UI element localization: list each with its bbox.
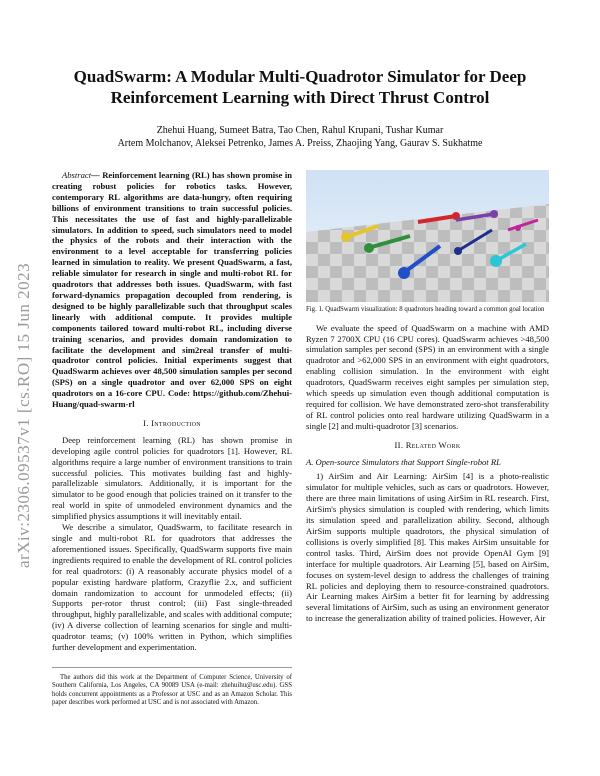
footnote — [52, 667, 292, 708]
section-1-heading: I. Introduction — [143, 417, 201, 428]
svg-text:arXiv:2306.09537v1 [cs.RO] 1: arXiv:2306.09537v1 [cs.RO] 15 Jun 2023 — [14, 262, 33, 568]
intro-paragraph-1: Deep reinforcement learning (RL) has shown promise in developing agile control policies for quadrotors [1]. However, RL algorithms require a large number of environment transitions to train successful policies. This motivates building fast and highly-parallelizable simulators. Additionally, it is important for the simulator to be good enough that policies trained on it transfer to the real world in spite of unmodeled environment dynamics and the simplified physics assumptions it will inevitably entail. — [52, 434, 292, 522]
author-line-2: Artem Molchanov, Aleksei Petrenko, James A. Preiss, Zhaojing Yang, Gaurav S. Sukhatme — [117, 138, 483, 149]
figure-1-quadswarm-render — [306, 170, 549, 302]
author-list — [60, 124, 540, 150]
footnote-text: The authors did this work at the Department of Computer Science, University of Southern California, Los Angeles, CA 90089 USA (e-mail: zhehuihu@usc.edu). GSS holds concurrent appointments as a Professor at USC and as an Amazon Scholar. This paper describes work performed at USC and is not associated with Amazon. — [52, 673, 292, 707]
simulation-scene — [306, 170, 549, 302]
abstract-label: Abstract — [62, 170, 92, 180]
abstract — [52, 170, 292, 410]
abstract-text: — Reinforcement learning (RL) has shown promise in creating robust policies for robotics tasks. However, contemporary RL algorithms are data-hungry, often requiring billions of environment transitions to train successful policies. This necessitates the use of fast and highly-parallelizable simulators. In addition to speed, such simulators need to model the physics of the robots and their interaction with the environment to a level acceptable for transferring policies learned in simulation to reality. We present QuadSwarm, a fast, reliable simulator for research in single and multi-robot RL for quadrotors that addresses both issues. QuadSwarm, with fast forward-dynamics propagation decoupled from rendering, is designed to be highly parallelizable such that throughput scales linearly with additional compute. It provides multiple components tailored toward multi-robot RL, including diverse training scenarios, and provides domain randomization to facilitate the development and sim2real transfer of multi-quadrotor control policies. Initial experiments suggest that QuadSwarm achieves over 48,500 simulation samples per second (SPS) on a single quadrotor and over 62,000 SPS on eight quadrotors on a 16-core CPU. Code: https://github.com/Zhehui-Huang/quad-swarm-rl — [52, 170, 292, 410]
related-work-paragraph-1: 1) AirSim and Air Learning: AirSim [4] is a photo-realistic simulator for multiple vehicles, such as cars or quadrotors. However, there are three main limitations of using AirSim in RL research. First, AirSim's physics simulation is coupled with rendering, which limits its simulation speed and parallelization ability. Second, although AirSim supports multiple quadrotors, the physical simulation of collisions is overly simplified [8]. This makes AirSim unsuitable for control tasks. Third, AirSim does not provide OpenAI Gym [9] interface for multiple quadrotors. Air Learning [5], based on AirSim, focuses on system-level design to address the challenges of training RL policies and deploying them to resource-constrained quadrotors. Air Learning makes AirSim a better fit for learning by addressing several limitations of AirSim, such as using an environment generator to increase the generalization ability of trained policies. However, Air — [306, 471, 549, 624]
intro-paragraph-2: We describe a simulator, QuadSwarm, to facilitate research in single and multi-robot RL for quadrotors that addresses the aforementioned issues. Specifically, QuadSwarm supports five main ingredients required to enable the development of RL control policies for real quadrotors: (i) A reasonably accurate physics model of a popular existing hardware platform, Crazyflie 2.x, and sufficient domain randomization to account for unmodeled effects; (ii) Supports per-rotor thrust control; (iii) Fast single-threaded throughput, highly parallelizable, and scales with additional compute; (iv) A diverse collection of learning scenarios for single and multi-quadrotor teams; (v) 100% written in Python, which simplifies further development and experimentation. — [52, 522, 292, 653]
arxiv-stamp — [14, 210, 34, 570]
figure-1-caption: Fig. 1. QuadSwarm visualization: 8 quadrotors heading toward a common goal location — [306, 306, 545, 313]
paper-title: QuadSwarm: A Modular Multi-Quadrotor Simulator for Deep Reinforcement Learning with Direct Thrust Control — [73, 67, 527, 107]
section-2-heading: II. Related Work — [394, 439, 461, 450]
author-line-1: Zhehui Huang, Sumeet Batra, Tao Chen, Rahul Krupani, Tushar Kumar — [156, 125, 444, 136]
right-column — [306, 170, 549, 624]
left-column — [52, 170, 292, 708]
right-paragraph-1: We evaluate the speed of QuadSwarm on a machine with AMD Ryzen 7 2700X CPU (16 CPU cores). QuadSwarm achieves >48,500 simulation samples per second (SPS) in an environment with a single quadrotor and >62,000 SPS in an environment with eight quadrotors, enabling collision simulation. In the environment with eight quadrotors, QuadSwarm receives eight samples per simulation step, which speeds up simulation even though additional computation is required for collision. We have demonstrated zero-shot transferability of RL control policies onto real hardware utilizing QuadSwarm in a single [2] and multi-quadrotor [3] scenarios. — [306, 322, 549, 431]
section-2a-heading: A. Open-source Simulators that Support Single-robot RL — [306, 456, 501, 467]
